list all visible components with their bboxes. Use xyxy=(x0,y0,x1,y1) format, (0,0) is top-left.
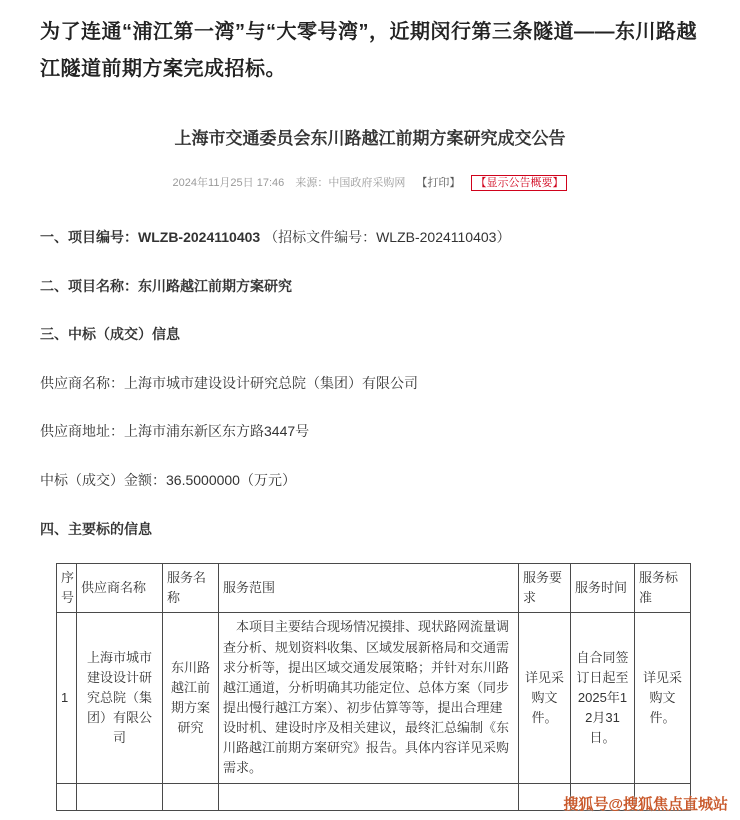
supplier-address-line: 供应商地址：上海市浦东新区东方路3447号 xyxy=(40,423,310,440)
table-row xyxy=(57,613,691,783)
empty-cell xyxy=(219,783,519,810)
header-cell-no: 序号 xyxy=(57,564,77,613)
project-number-label: 一、项目编号： xyxy=(40,229,138,245)
empty-cell xyxy=(163,783,219,810)
project-number-extra: （招标文件编号：WLZB-2024110403） xyxy=(264,229,511,245)
project-number-line xyxy=(40,228,700,248)
watermark-text: 搜狐号@搜狐焦点直城站 xyxy=(563,796,728,813)
show-summary-link[interactable]: 【显示公告概要】 xyxy=(471,175,567,191)
award-info-heading: 三、中标（成交）信息 xyxy=(40,326,180,343)
empty-cell xyxy=(77,783,163,810)
intro-paragraph: 为了连通“浦江第一湾”与“大零号湾”，近期闵行第三条隧道——东川路越江隧道前期方案完成招标。 xyxy=(40,21,697,80)
cell-scope: 本项目主要结合现场情况摸排、现状路网流量调查分析、规划资料收集、区域发展新格局和交通需求分析等，提出区域交通发展策略；并针对东川路越江通道，分析明确其功能定位、总体方案（同步提出慢行越江方案）、初步估算等等，提出合理建设时机、建设时序及相关建议，最终汇总编制《东川路越江前期方案研究》报告。具体内容详见采购需求。 xyxy=(219,613,519,783)
header-cell-time: 服务时间 xyxy=(571,564,635,613)
cell-requirement: 详见采购文件。 xyxy=(519,613,571,783)
header-cell-service-name: 服务名称 xyxy=(163,564,219,613)
meta-source: 来源：中国政府采购网 xyxy=(295,177,406,189)
project-name-value: 东川路越江前期方案研究 xyxy=(138,277,292,294)
project-name-line xyxy=(40,277,700,297)
supplier-name-line: 供应商名称：上海市城市建设设计研究总院（集团）有限公司 xyxy=(40,374,418,391)
award-details-table xyxy=(56,563,691,810)
announcement-title: 上海市交通委员会东川路越江前期方案研究成交公告 xyxy=(174,129,566,148)
meta-line xyxy=(40,174,700,190)
cell-no: 1 xyxy=(57,613,77,783)
header-cell-supplier: 供应商名称 xyxy=(77,564,163,613)
print-link[interactable]: 【打印】 xyxy=(416,177,461,189)
header-cell-scope: 服务范围 xyxy=(219,564,519,613)
project-number-value: WLZB-2024110403 xyxy=(138,229,261,245)
cell-service-name: 东川路越江前期方案研究 xyxy=(163,613,219,783)
table-header-row xyxy=(57,564,691,613)
meta-datetime: 2024年11月25日 17:46 xyxy=(172,177,285,189)
cell-standard: 详见采购文件。 xyxy=(635,613,691,783)
cell-time: 自合同签订日起至2025年12月31日。 xyxy=(571,613,635,783)
project-name-label: 二、项目名称： xyxy=(40,277,138,294)
award-amount-line: 中标（成交）金额：36.5000000（万元） xyxy=(40,471,296,488)
header-cell-requirement: 服务要求 xyxy=(519,564,571,613)
header-cell-standard: 服务标准 xyxy=(635,564,691,613)
cell-supplier: 上海市城市建设设计研究总院（集团）有限公司 xyxy=(77,613,163,783)
main-subject-heading: 四、主要标的信息 xyxy=(40,520,152,537)
empty-cell xyxy=(57,783,77,810)
